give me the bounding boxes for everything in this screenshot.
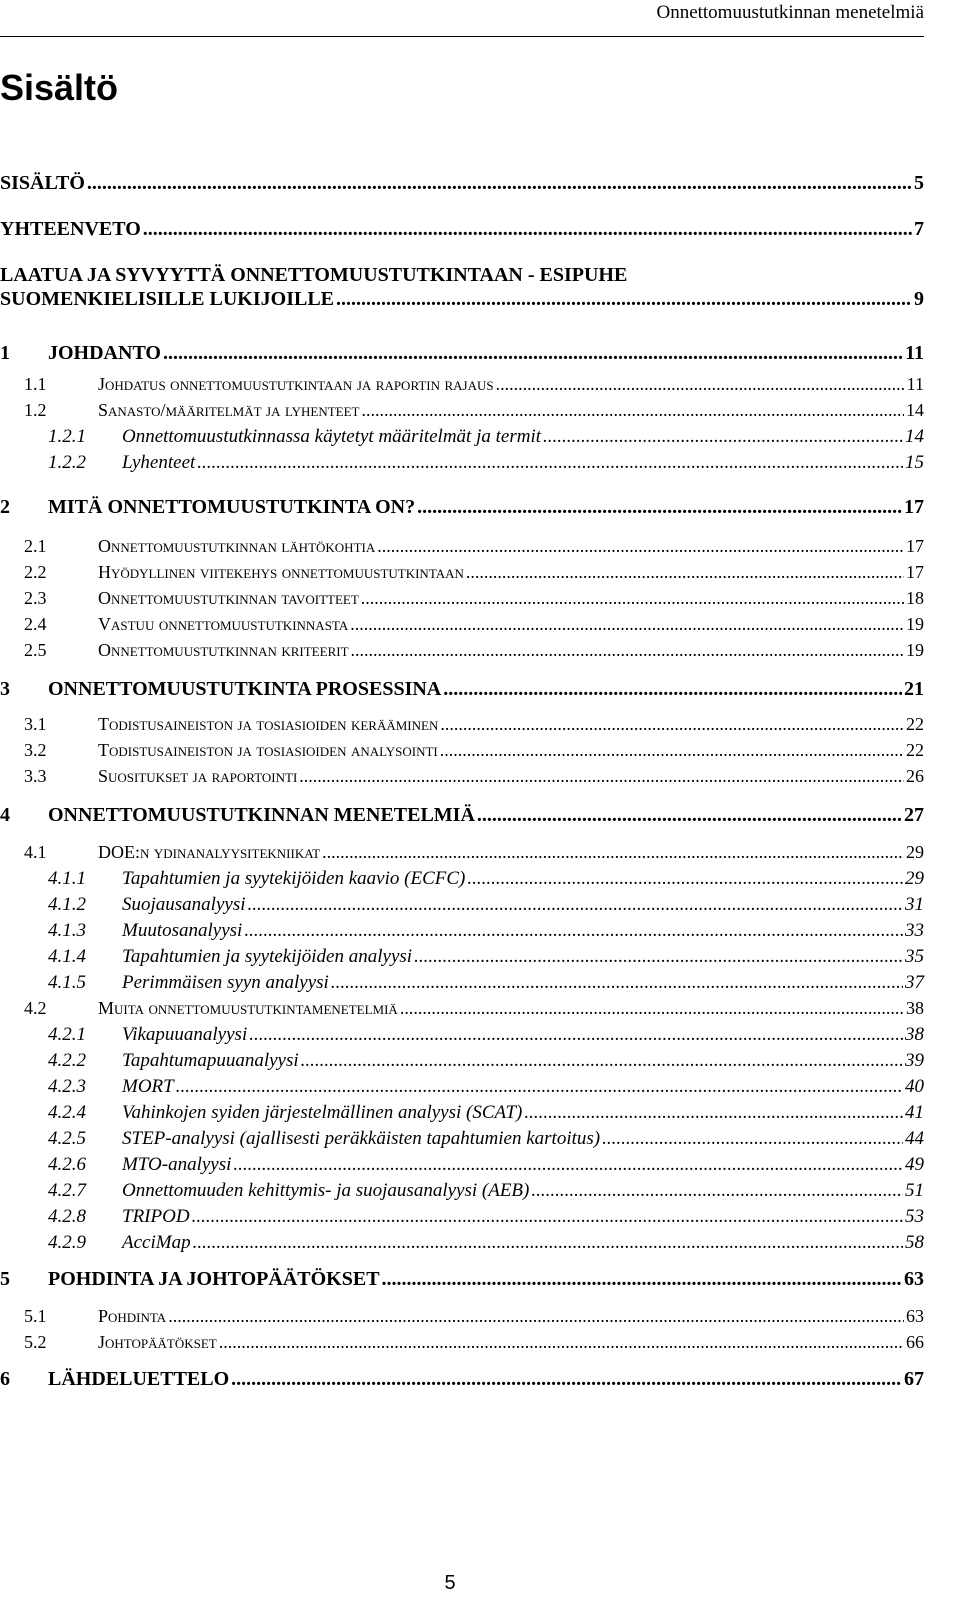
toc-dot-leader bbox=[466, 562, 904, 583]
toc-entry-label: Johtopäätökset bbox=[98, 1332, 217, 1352]
toc-entry-page: 14 bbox=[906, 400, 924, 420]
toc-entry-page: 17 bbox=[904, 496, 924, 518]
toc-entry[interactable] bbox=[0, 842, 924, 863]
toc-entry-number: 5 bbox=[0, 1268, 10, 1290]
toc-entry-number: 4.1.3 bbox=[48, 920, 86, 941]
toc-entry-page: 49 bbox=[905, 1154, 924, 1175]
toc-entry-number: 4.1.2 bbox=[48, 894, 86, 915]
toc-entry-number: 4.2 bbox=[24, 998, 47, 1018]
toc-entry-label: Vikapuuanalyysi bbox=[122, 1024, 248, 1045]
toc-entry[interactable] bbox=[0, 766, 924, 787]
toc-entry-label: MORT bbox=[122, 1076, 174, 1097]
toc-entry[interactable] bbox=[0, 1050, 924, 1072]
toc-entry[interactable] bbox=[0, 1128, 924, 1150]
toc-entry-number: 1 bbox=[0, 342, 10, 364]
toc-entry-number: 4 bbox=[0, 804, 10, 826]
toc-entry-page: 15 bbox=[905, 452, 924, 473]
toc-entry-page: 5 bbox=[914, 172, 924, 194]
toc-entry[interactable] bbox=[0, 342, 924, 365]
toc-entry[interactable] bbox=[0, 452, 924, 474]
toc-entry-number: 4.2.4 bbox=[48, 1102, 86, 1123]
toc-dot-leader bbox=[440, 740, 904, 761]
toc-entry-page: 19 bbox=[906, 640, 924, 660]
toc-entry[interactable] bbox=[0, 894, 924, 916]
toc-entry-number: 4.2.5 bbox=[48, 1128, 86, 1149]
toc-dot-leader bbox=[524, 1102, 903, 1124]
toc-entry[interactable] bbox=[0, 1154, 924, 1176]
toc-entry-label: Suojausanalyysi bbox=[122, 894, 246, 915]
toc-entry-label: Suositukset ja raportointi bbox=[98, 766, 298, 786]
toc-dot-leader bbox=[301, 1050, 903, 1072]
toc-dot-leader bbox=[192, 1206, 903, 1228]
toc-entry-page: 44 bbox=[905, 1128, 924, 1149]
toc-entry-page: 9 bbox=[914, 288, 924, 310]
toc-dot-leader bbox=[231, 1368, 902, 1391]
toc-entry-page: 27 bbox=[904, 804, 924, 826]
toc-entry-number: 2.5 bbox=[24, 640, 47, 660]
toc-entry-number: 2.4 bbox=[24, 614, 47, 634]
toc-entry-label: Tapahtumapuuanalyysi bbox=[122, 1050, 299, 1071]
toc-entry-number: 4.2.2 bbox=[48, 1050, 86, 1071]
toc-entry-number: 5.1 bbox=[24, 1306, 47, 1326]
header-rule bbox=[0, 36, 924, 37]
toc-entry-label: ONNETTOMUUSTUTKINTA PROSESSINA bbox=[48, 678, 442, 700]
toc-entry-label: Hyödyllinen viitekehys onnettomuustutkintaan bbox=[98, 562, 464, 582]
running-header: Onnettomuustutkinnan menetelmiä bbox=[656, 2, 924, 23]
toc-entry-label: Johdatus onnettomuustutkintaan ja raportin rajaus bbox=[98, 374, 494, 394]
toc-entry-page: 7 bbox=[914, 218, 924, 240]
toc-entry-number: 3.1 bbox=[24, 714, 47, 734]
toc-dot-leader bbox=[602, 1128, 903, 1150]
toc-entry-label: Sanasto/määritelmät ja lyhenteet bbox=[98, 400, 360, 420]
toc-dot-leader bbox=[244, 920, 903, 942]
toc-entry-page: 19 bbox=[906, 614, 924, 634]
toc-entry-page: 38 bbox=[905, 1024, 924, 1045]
toc-entry[interactable] bbox=[0, 496, 924, 519]
toc-entry[interactable] bbox=[0, 588, 924, 609]
toc-entry-label: MITÄ ONNETTOMUUSTUTKINTA ON? bbox=[48, 496, 416, 518]
toc-entry[interactable] bbox=[0, 804, 924, 827]
toc-entry-label: Vastuu onnettomuustutkinnasta bbox=[98, 614, 349, 634]
toc-entry-label: JOHDANTO bbox=[48, 342, 161, 364]
toc-entry[interactable] bbox=[0, 1368, 924, 1391]
toc-entry-number: 4.2.7 bbox=[48, 1180, 86, 1201]
toc-entry-page: 21 bbox=[904, 678, 924, 700]
toc-entry-number: 4.2.8 bbox=[48, 1206, 86, 1227]
toc-entry[interactable] bbox=[0, 640, 924, 661]
toc-dot-leader bbox=[197, 452, 903, 474]
toc-dot-leader bbox=[193, 1232, 903, 1254]
toc-entry-page: 63 bbox=[904, 1268, 924, 1290]
toc-entry-page: 51 bbox=[905, 1180, 924, 1201]
toc-entry-label: Onnettomuustutkinnassa käytetyt määritelmät ja termit bbox=[122, 426, 542, 447]
toc-entry[interactable] bbox=[0, 1206, 924, 1228]
toc-dot-leader bbox=[248, 894, 904, 916]
toc-entry-label: Muita onnettomuustutkintamenetelmiä bbox=[98, 998, 398, 1018]
toc-dot-leader bbox=[168, 1306, 904, 1327]
toc-entry-number: 4.1.1 bbox=[48, 868, 86, 889]
toc-entry-label: Vahinkojen syiden järjestelmällinen analyysi (SCAT) bbox=[122, 1102, 523, 1123]
toc-entry-label: Perimmäisen syyn analyysi bbox=[122, 972, 329, 993]
toc-entry-label: STEP-analyysi (ajallisesti peräkkäisten tapahtumien kartoitus) bbox=[122, 1128, 601, 1149]
toc-entry-label: TRIPOD bbox=[122, 1206, 190, 1227]
toc-entry-page: 40 bbox=[905, 1076, 924, 1097]
toc-entry-page: 17 bbox=[906, 562, 924, 582]
toc-entry-number: 1.2 bbox=[24, 400, 47, 420]
toc-dot-leader bbox=[377, 536, 904, 557]
toc-entry-number: 4.2.6 bbox=[48, 1154, 86, 1175]
toc-entry-number: 1.2.2 bbox=[48, 452, 86, 473]
toc-entry-page: 14 bbox=[905, 426, 924, 447]
toc-dot-leader bbox=[362, 400, 904, 421]
toc-entry-page: 22 bbox=[906, 740, 924, 760]
toc-entry[interactable] bbox=[0, 714, 924, 735]
toc-entry-label-line1: LAATUA JA SYVYYTTÄ ONNETTOMUUSTUTKINTAAN - ESIPUHE bbox=[0, 264, 628, 286]
toc-entry[interactable] bbox=[0, 562, 924, 583]
toc-entry[interactable] bbox=[0, 536, 924, 557]
toc-entry-number: 4.1.5 bbox=[48, 972, 86, 993]
toc-entry[interactable] bbox=[0, 946, 924, 968]
toc-entry[interactable] bbox=[0, 1306, 924, 1327]
toc-entry-page: 63 bbox=[906, 1306, 924, 1326]
toc-entry-label: YHTEENVETO bbox=[0, 218, 141, 240]
toc-entry[interactable] bbox=[0, 1102, 924, 1124]
toc-entry-page: 11 bbox=[905, 342, 924, 364]
toc-entry-page: 41 bbox=[905, 1102, 924, 1123]
toc-dot-leader bbox=[543, 426, 903, 448]
toc-entry[interactable] bbox=[0, 288, 924, 311]
toc-dot-leader bbox=[496, 374, 905, 395]
toc-dot-leader bbox=[382, 1268, 902, 1291]
toc-dot-leader bbox=[477, 804, 902, 827]
toc-entry-number: 4.2.3 bbox=[48, 1076, 86, 1097]
toc-entry-label: Todistusaineiston ja tosiasioiden analysointi bbox=[98, 740, 438, 760]
toc-entry-label: Pohdinta bbox=[98, 1306, 167, 1326]
toc-entry[interactable] bbox=[0, 1180, 924, 1202]
toc-dot-leader bbox=[350, 614, 904, 635]
toc-entry-number: 3.3 bbox=[24, 766, 47, 786]
toc-entry-label: Lyhenteet bbox=[122, 452, 196, 473]
toc-entry-label: Tapahtumien ja syytekijöiden kaavio (ECFC) bbox=[122, 868, 466, 889]
toc-dot-leader bbox=[440, 714, 904, 735]
toc-entry-label: MTO-analyysi bbox=[122, 1154, 232, 1175]
toc-entry-label: Tapahtumien ja syytekijöiden analyysi bbox=[122, 946, 413, 967]
toc-entry-page: 26 bbox=[906, 766, 924, 786]
toc-entry-label: DOE:n ydinanalyysitekniikat bbox=[98, 842, 321, 862]
toc-dot-leader bbox=[400, 998, 904, 1019]
toc-entry-page: 66 bbox=[906, 1332, 924, 1352]
toc-entry-label: SISÄLTÖ bbox=[0, 172, 85, 194]
toc-entry-label: Onnettomuustutkinnan tavoitteet bbox=[98, 588, 359, 608]
toc-entry-label: Todistusaineiston ja tosiasioiden kerääminen bbox=[98, 714, 439, 734]
toc-entry-label: AcciMap bbox=[122, 1232, 191, 1253]
toc-entry-page: 39 bbox=[905, 1050, 924, 1071]
toc-entry[interactable] bbox=[0, 1332, 924, 1353]
toc-entry-number: 2.3 bbox=[24, 588, 47, 608]
toc-entry-page: 17 bbox=[906, 536, 924, 556]
toc-entry-page: 11 bbox=[906, 374, 924, 394]
toc-entry-label: LÄHDELUETTELO bbox=[48, 1368, 230, 1390]
toc-entry-label: Onnettomuustutkinnan kriteerit bbox=[98, 640, 349, 660]
toc-entry-label: Onnettomuustutkinnan lähtökohtia bbox=[98, 536, 376, 556]
toc-entry[interactable] bbox=[0, 426, 924, 448]
toc-dot-leader bbox=[143, 218, 912, 241]
toc-entry[interactable] bbox=[0, 374, 924, 395]
toc-entry-number: 4.2.1 bbox=[48, 1024, 86, 1045]
toc-entry-label: ONNETTOMUUSTUTKINNAN MENETELMIÄ bbox=[48, 804, 475, 826]
toc-entry-number: 2.2 bbox=[24, 562, 47, 582]
toc-entry[interactable] bbox=[0, 1024, 924, 1046]
toc-entry-page: 37 bbox=[905, 972, 924, 993]
toc-entry-number: 2.1 bbox=[24, 536, 47, 556]
toc-dot-leader bbox=[299, 766, 904, 787]
toc-dot-leader bbox=[249, 1024, 903, 1046]
toc-entry-page: 58 bbox=[905, 1232, 924, 1253]
toc-entry-page: 53 bbox=[905, 1206, 924, 1227]
toc-entry-page: 33 bbox=[905, 920, 924, 941]
toc-entry[interactable] bbox=[0, 400, 924, 421]
toc-dot-leader bbox=[443, 678, 902, 701]
toc-entry-label: SUOMENKIELISILLE LUKIJOILLE bbox=[0, 288, 334, 310]
toc-entry[interactable] bbox=[0, 868, 924, 890]
toc-dot-leader bbox=[219, 1332, 904, 1353]
toc-dot-leader bbox=[233, 1154, 903, 1176]
toc-entry-page: 35 bbox=[905, 946, 924, 967]
toc-entry-page: 38 bbox=[906, 998, 924, 1018]
toc-dot-leader bbox=[176, 1076, 903, 1098]
toc-entry-number: 4.2.9 bbox=[48, 1232, 86, 1253]
toc-entry[interactable] bbox=[0, 678, 924, 701]
toc-entry[interactable] bbox=[0, 172, 924, 195]
page-title: Sisältö bbox=[0, 67, 119, 108]
toc-dot-leader bbox=[322, 842, 904, 863]
page-number: 5 bbox=[444, 1572, 456, 1594]
toc-entry[interactable] bbox=[0, 740, 924, 761]
toc-dot-leader bbox=[531, 1180, 903, 1202]
toc-dot-leader bbox=[336, 288, 912, 311]
toc-entry-number: 3.2 bbox=[24, 740, 47, 760]
toc-entry-number: 6 bbox=[0, 1368, 10, 1390]
toc-dot-leader bbox=[467, 868, 903, 890]
toc-entry-number: 4.1 bbox=[24, 842, 47, 862]
toc-entry-number: 1.1 bbox=[24, 374, 47, 394]
toc-entry[interactable] bbox=[0, 1076, 924, 1098]
toc-entry-number: 4.1.4 bbox=[48, 946, 86, 967]
toc-entry[interactable] bbox=[0, 1268, 924, 1291]
toc-entry[interactable] bbox=[0, 614, 924, 635]
toc-entry[interactable] bbox=[0, 218, 924, 241]
toc-entry-number: 2 bbox=[0, 496, 10, 518]
toc-entry-page: 67 bbox=[904, 1368, 924, 1390]
toc-entry-label: POHDINTA JA JOHTOPÄÄTÖKSET bbox=[48, 1268, 380, 1290]
toc-entry-number: 5.2 bbox=[24, 1332, 47, 1352]
toc-entry[interactable] bbox=[0, 998, 924, 1019]
toc-dot-leader bbox=[417, 496, 902, 519]
toc-entry-number: 3 bbox=[0, 678, 10, 700]
toc-entry[interactable] bbox=[0, 1232, 924, 1254]
toc-entry[interactable] bbox=[0, 972, 924, 994]
toc-entry[interactable] bbox=[0, 920, 924, 942]
toc-dot-leader bbox=[414, 946, 903, 968]
toc-entry-label: Onnettomuuden kehittymis- ja suojausanalyysi (AEB) bbox=[122, 1180, 530, 1201]
toc-dot-leader bbox=[163, 342, 903, 365]
toc-entry-page: 18 bbox=[906, 588, 924, 608]
toc-entry-page: 29 bbox=[906, 842, 924, 862]
toc-entry-number: 1.2.1 bbox=[48, 426, 86, 447]
toc-dot-leader bbox=[351, 640, 904, 661]
toc-entry-page: 29 bbox=[905, 868, 924, 889]
toc-entry-page: 22 bbox=[906, 714, 924, 734]
toc-entry-page: 31 bbox=[905, 894, 924, 915]
toc-dot-leader bbox=[87, 172, 912, 195]
toc-entry-label: Muutosanalyysi bbox=[122, 920, 243, 941]
toc-dot-leader bbox=[331, 972, 903, 994]
toc-dot-leader bbox=[361, 588, 904, 609]
